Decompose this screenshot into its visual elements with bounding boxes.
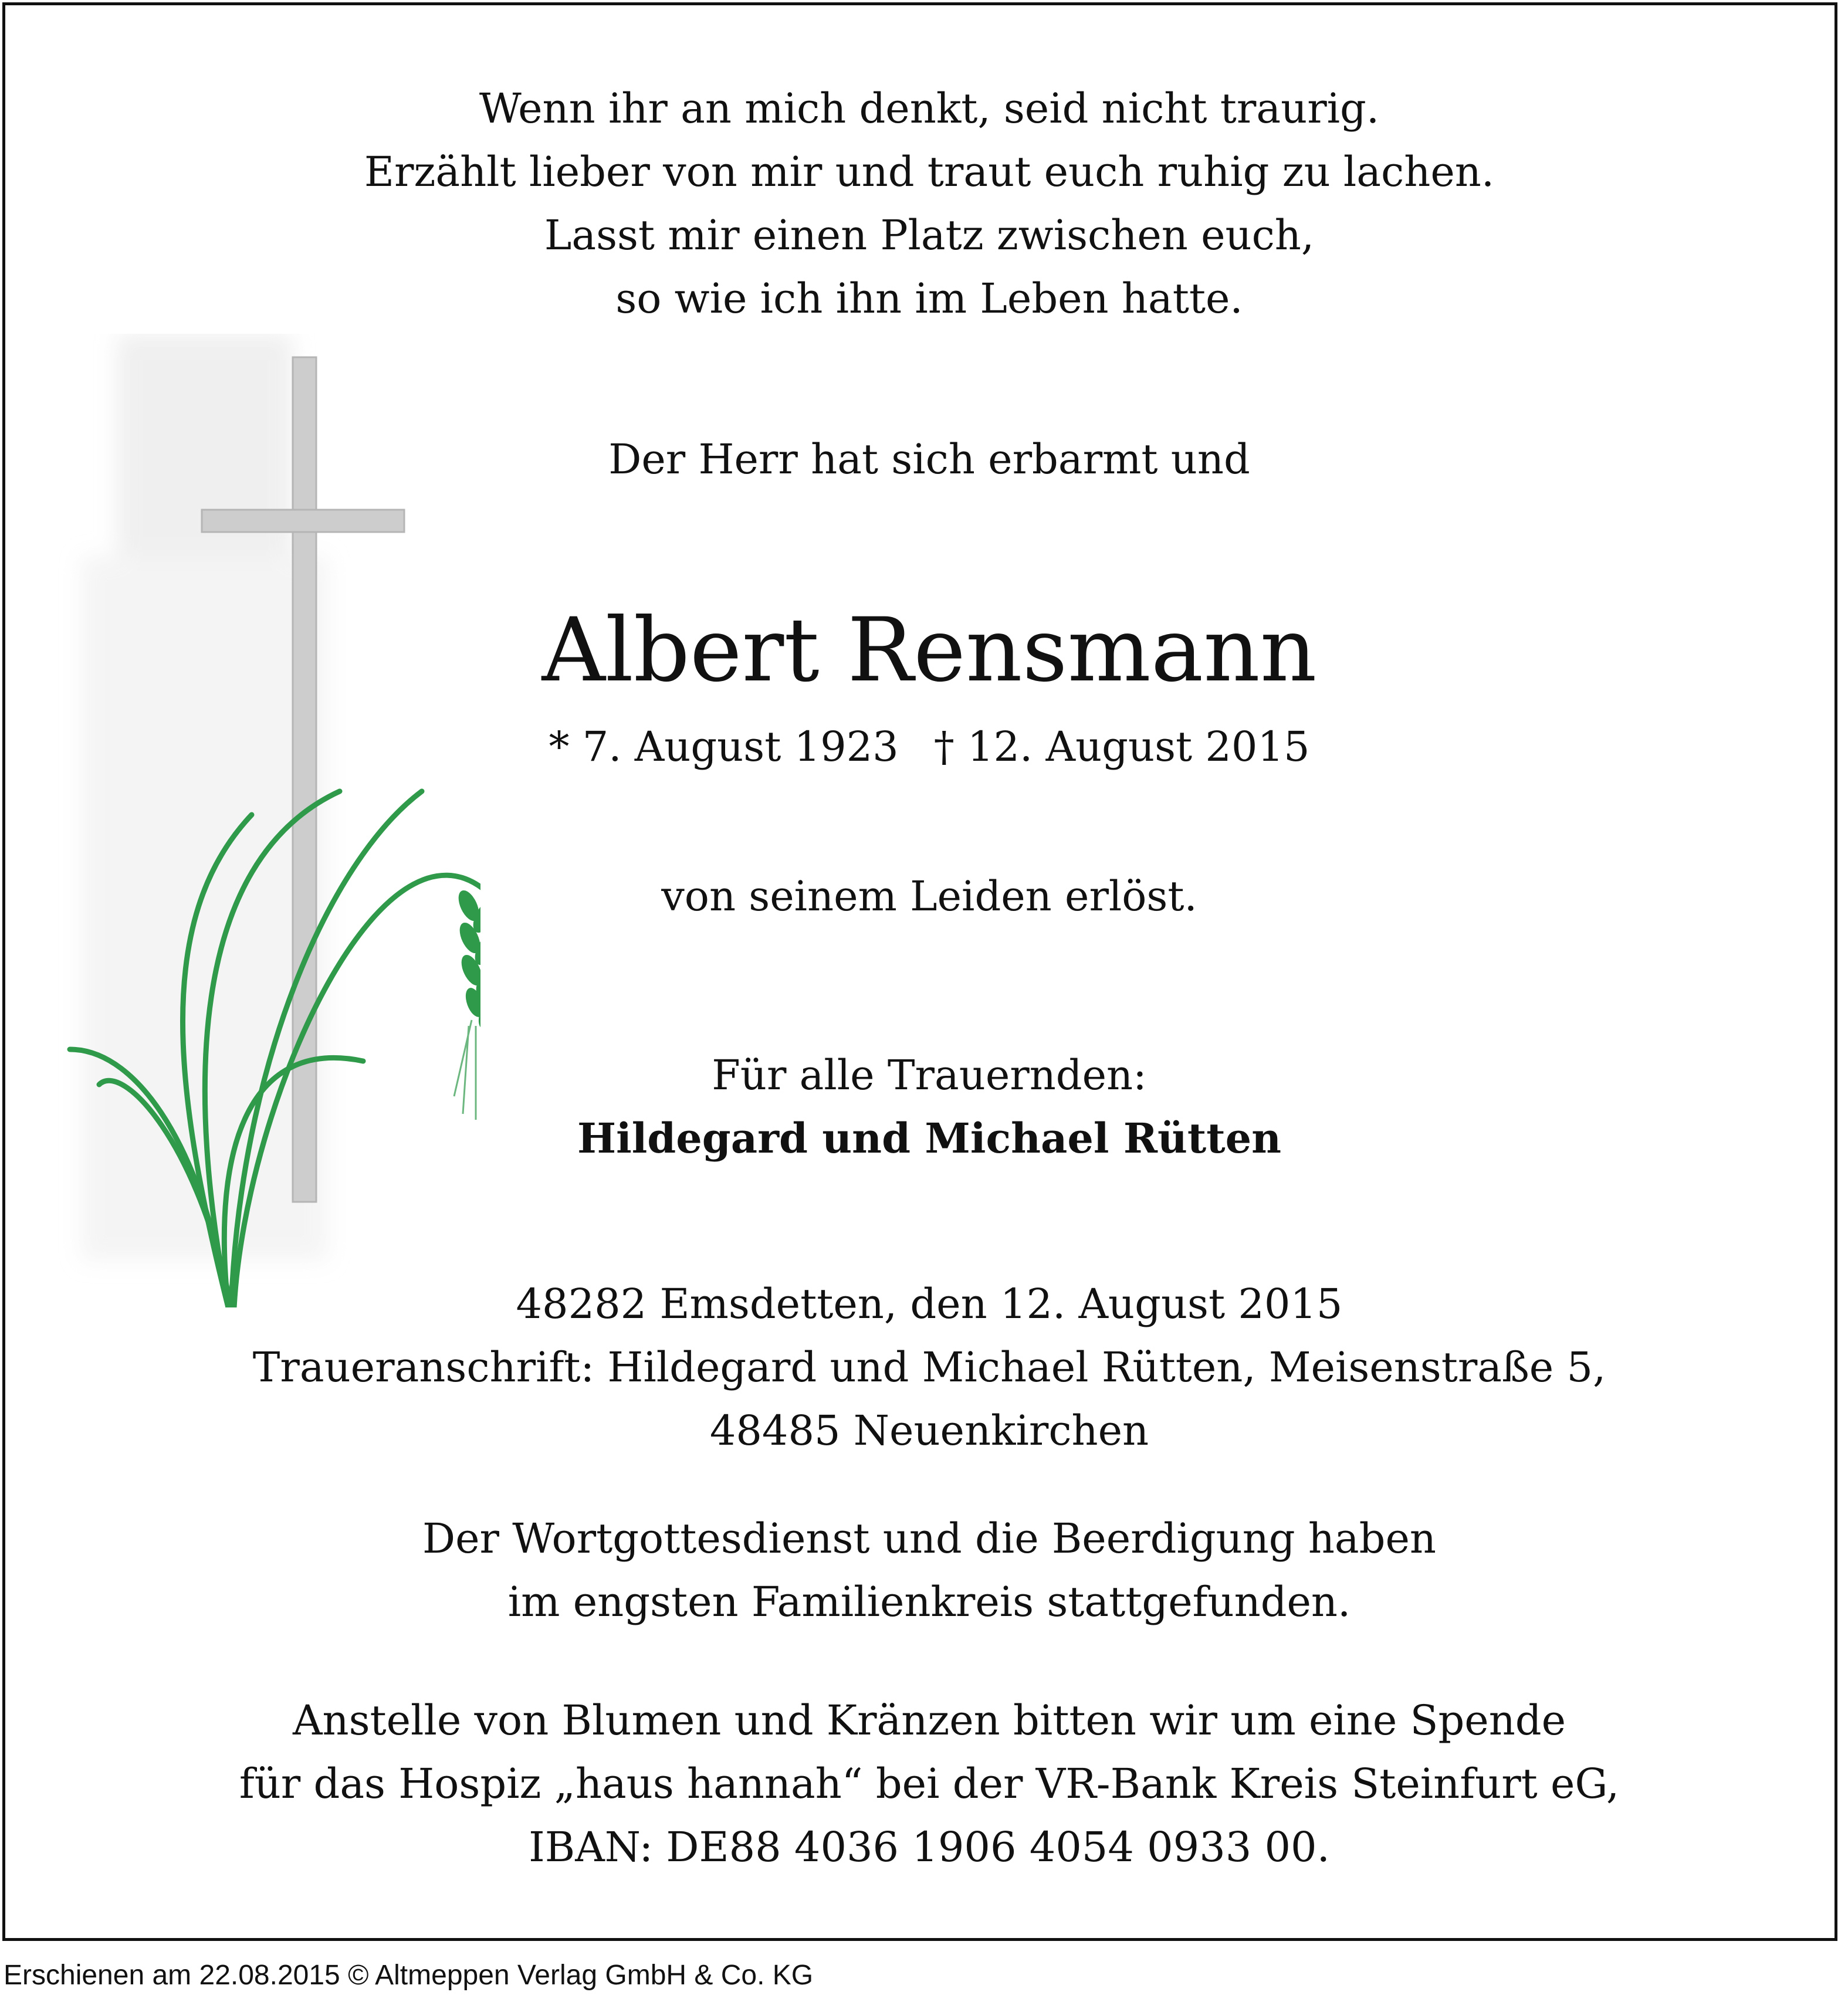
address-section xyxy=(152,1272,1707,1462)
service-line: Der Wortgottesdienst und die Beerdigung haben xyxy=(422,1515,1436,1563)
donation-line: Anstelle von Blumen und Kränzen bitten wir um eine Spende xyxy=(292,1696,1566,1744)
intro-text xyxy=(152,428,1707,491)
intro-line: Der Herr hat sich erbarmt und xyxy=(608,435,1250,483)
donation-line: für das Hospiz „haus hannah“ bei der VR-Bank Kreis Steinfurt eG, xyxy=(239,1760,1620,1808)
mourners-names: Hildegard und Michael Rütten xyxy=(577,1114,1281,1163)
poem-line: Wenn ihr an mich denkt, seid nicht traurig. xyxy=(479,84,1380,133)
poem-line: Erzählt lieber von mir und traut euch ruhig zu lachen. xyxy=(364,148,1495,196)
poem-line: Lasst mir einen Platz zwischen euch, xyxy=(544,211,1315,259)
poem-line: so wie ich ihn im Leben hatte. xyxy=(615,275,1243,323)
memorial-poem xyxy=(152,77,1707,330)
birth-date: * 7. August 1923 xyxy=(549,723,899,771)
address-line: 48282 Emsdetten, den 12. August 2015 xyxy=(516,1280,1343,1328)
obituary-frame xyxy=(2,2,1837,1941)
publication-footer: Erschienen am 22.08.2015 © Altmeppen Verlag GmbH & Co. KG xyxy=(4,1960,814,1991)
release-line: von seinem Leiden erlöst. xyxy=(661,872,1197,920)
mourners-section xyxy=(152,1044,1707,1170)
service-line: im engsten Familienkreis stattgefunden. xyxy=(507,1578,1351,1626)
iban-line: IBAN: DE88 4036 1906 4054 0933 00. xyxy=(529,1823,1330,1871)
release-text xyxy=(152,865,1707,928)
life-dates xyxy=(152,715,1707,778)
address-line: 48485 Neuenkirchen xyxy=(709,1407,1149,1455)
deceased-name: Albert Rensmann xyxy=(541,599,1317,702)
mourners-label: Für alle Trauernden: xyxy=(712,1051,1147,1099)
donation-section xyxy=(152,1689,1707,1879)
life-dates-line xyxy=(152,715,1707,778)
service-section xyxy=(152,1507,1707,1634)
death-date: † 12. August 2015 xyxy=(933,723,1310,771)
address-line: Traueranschrift: Hildegard und Michael Rütten, Meisenstraße 5, xyxy=(252,1343,1606,1391)
